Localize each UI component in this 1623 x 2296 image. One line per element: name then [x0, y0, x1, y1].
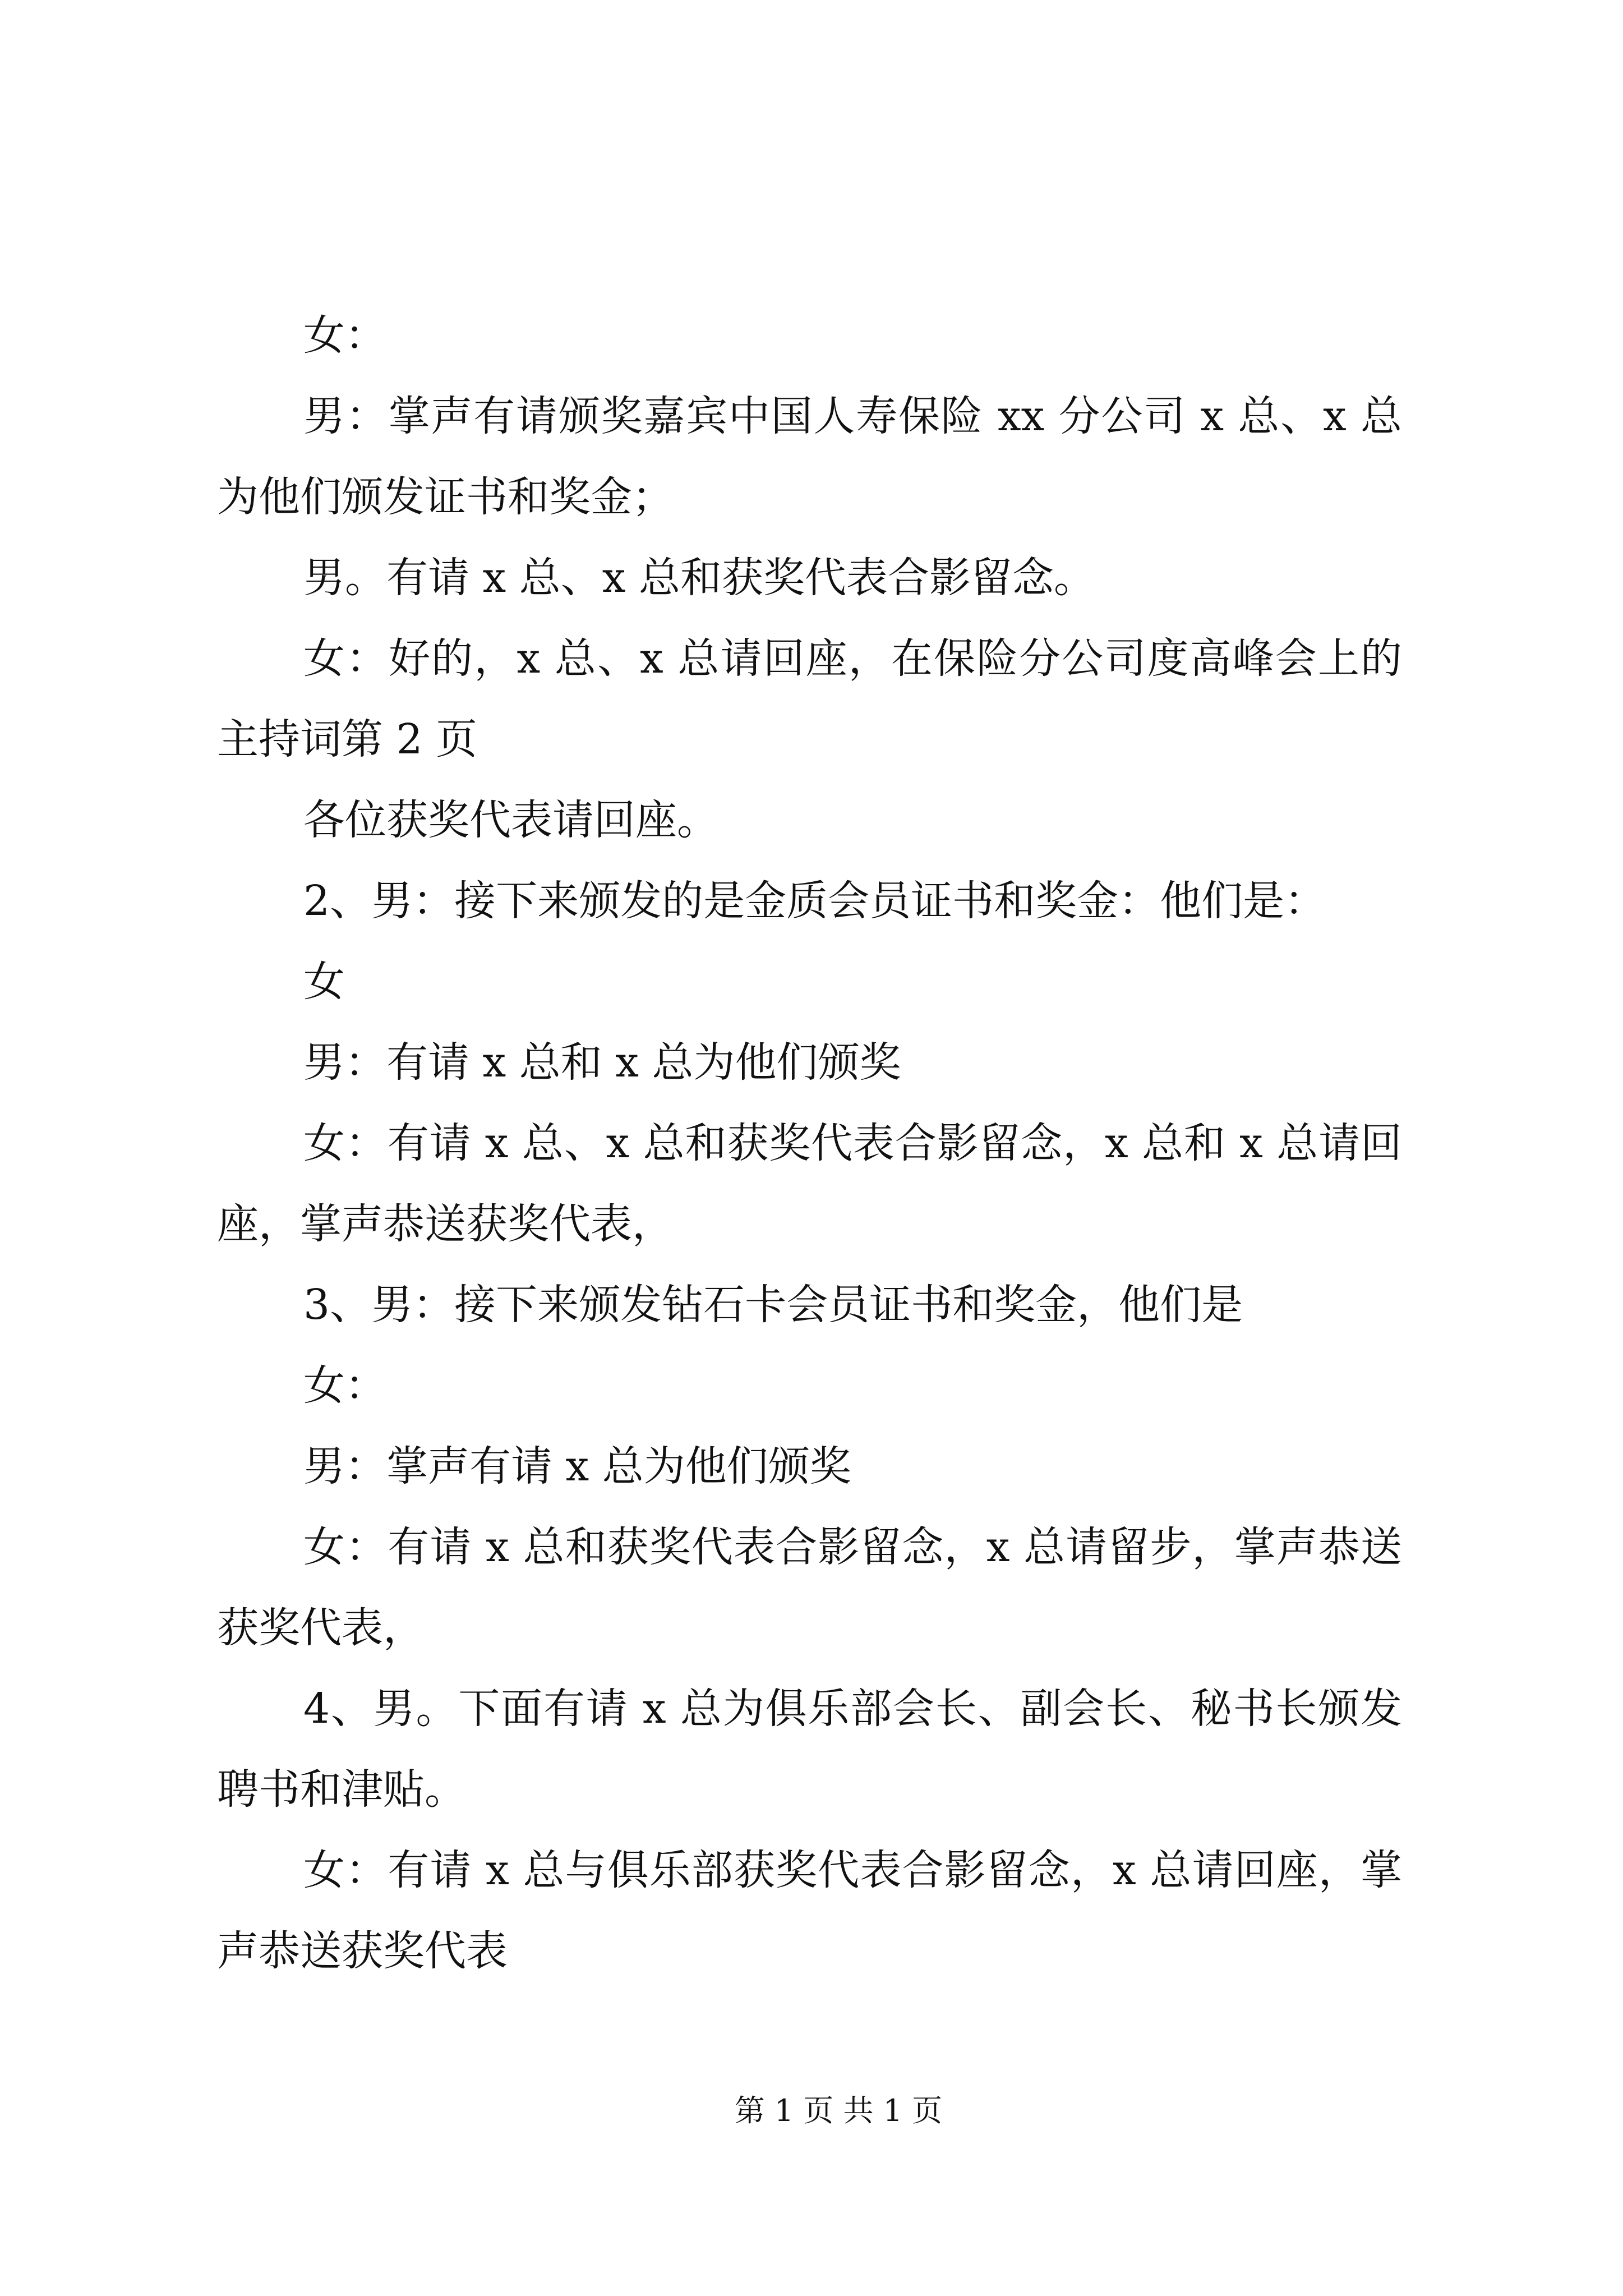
- paragraph-line: 女：: [303, 1361, 386, 1410]
- dialogue-paragraph: [217, 1668, 1402, 1830]
- dialogue-paragraph: [217, 1103, 1402, 1264]
- dialogue-paragraph: [217, 537, 1402, 618]
- paragraph-line: 女：好的，x 总、x 总请回座，在保险分公司度高峰会上的: [303, 634, 1402, 683]
- paragraph-line: 主持词第 2 页: [217, 715, 478, 763]
- dialogue-paragraph: [217, 618, 1402, 780]
- page-footer: 第 1 页 共 1 页: [734, 2093, 943, 2128]
- paragraph-line: 男：掌声有请颁奖嘉宾中国人寿保险 xx 分公司 x 总、x 总: [303, 392, 1402, 440]
- paragraph-line: 2、男：接下来颁发的是金质会员证书和奖金：他们是：: [303, 877, 1326, 925]
- paragraph-line: 男：有请 x 总和 x 总为他们颁奖: [303, 1038, 901, 1087]
- paragraph-line: 女：有请 x 总和获奖代表合影留念，x 总请留步，掌声恭送: [303, 1523, 1402, 1571]
- dialogue-paragraph: [217, 376, 1402, 537]
- paragraph-line: 声恭送获奖代表: [217, 1927, 508, 1975]
- paragraph-line: 女：有请 x 总、x 总和获奖代表合影留念，x 总和 x 总请回: [303, 1119, 1402, 1167]
- paragraph-line: 4、男。下面有请 x 总为俱乐部会长、副会长、秘书长颁发: [303, 1685, 1402, 1733]
- dialogue-paragraph: [217, 1264, 1402, 1345]
- dialogue-paragraph: [217, 295, 1402, 376]
- paragraph-line: 座，掌声恭送获奖代表，: [217, 1200, 674, 1248]
- paragraph-line: 聘书和津贴。: [217, 1765, 466, 1814]
- document-body: [217, 295, 1402, 1991]
- paragraph-line: 3、男：接下来颁发钻石卡会员证书和奖金，他们是: [303, 1281, 1243, 1329]
- dialogue-paragraph: [217, 1507, 1402, 1668]
- paragraph-line: 男。有请 x 总、x 总和获奖代表合影留念。: [303, 554, 1096, 602]
- paragraph-line: 获奖代表，: [217, 1604, 425, 1652]
- paragraph-line: 为他们颁发证书和奖金；: [217, 473, 674, 521]
- dialogue-paragraph: [217, 1345, 1402, 1426]
- dialogue-paragraph: [217, 1830, 1402, 1991]
- dialogue-paragraph: [217, 861, 1402, 941]
- paragraph-line: 各位获奖代表请回座。: [303, 796, 718, 844]
- paragraph-line: 女: [303, 958, 345, 1006]
- paragraph-line: 女：: [303, 311, 386, 360]
- paragraph-line: 女：有请 x 总与俱乐部获奖代表合影留念，x 总请回座，掌: [303, 1846, 1402, 1894]
- dialogue-paragraph: [217, 1022, 1402, 1103]
- dialogue-paragraph: [217, 941, 1402, 1022]
- paragraph-line: 男：掌声有请 x 总为他们颁奖: [303, 1442, 851, 1490]
- dialogue-paragraph: [217, 780, 1402, 861]
- dialogue-paragraph: [217, 1426, 1402, 1507]
